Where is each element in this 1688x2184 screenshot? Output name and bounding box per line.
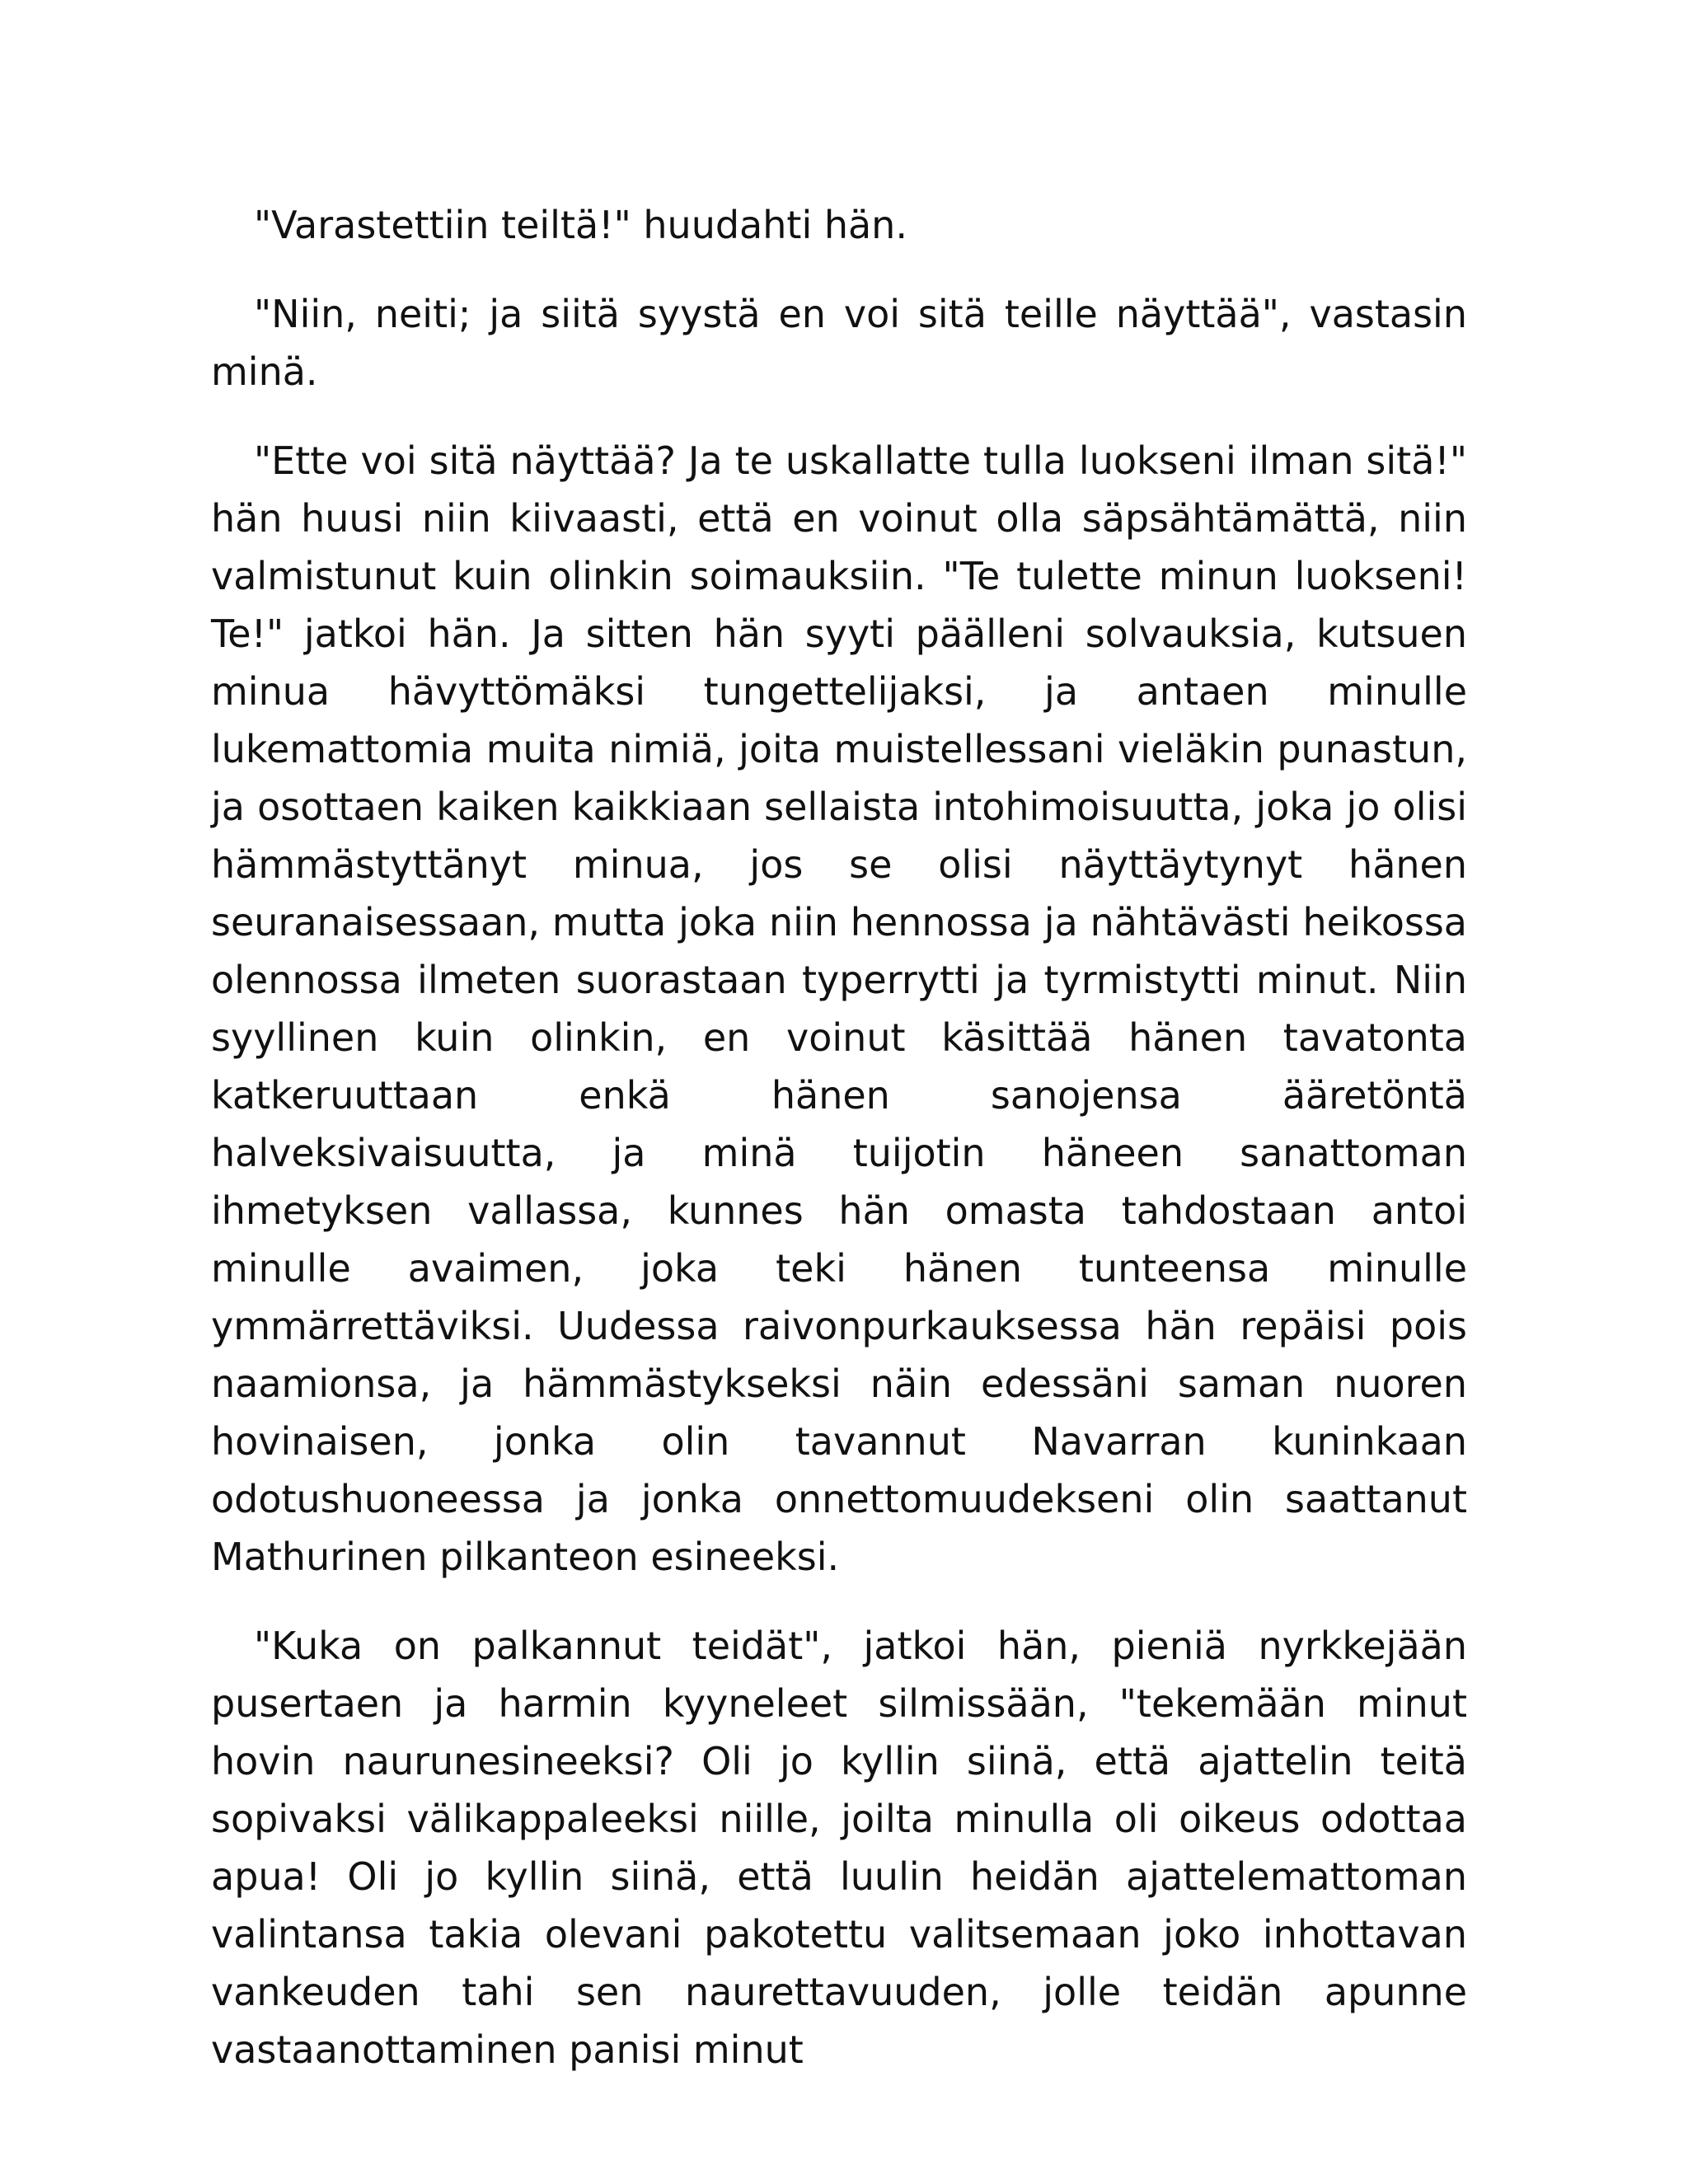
paragraph-4: "Kuka on palkannut teidät", jatkoi hän, pieniä nyrkkejään pusertaen ja harmin kyyneleet silmissään, "tekemään minut hovin naurunesineeksi? Oli jo kyllin siinä, että ajattelin teitä sopivaksi välikappaleeksi niille, joilta minulla oli oikeus odottaa apua! Oli jo kyllin siinä, että luulin heidän ajattelemattoman valintansa takia olevani pakotettu valitsemaan joko inhottavan vankeuden tahi sen naurettavuuden, jolle teidän apunne vastaanottaminen panisi minut — [211, 1624, 1467, 2072]
paragraph-3: "Ette voi sitä näyttää? Ja te uskallatte tulla luokseni ilman sitä!" hän huusi niin kiivaasti, että en voinut olla säpsähtämättä, niin valmistunut kuin olinkin soimauksiin. "Te tulette minun luokseni! Te!" jatkoi hän. Ja sitten hän syyti päälleni solvauksia, kutsuen minua hävyttömäksi tungettelijaksi, ja antaen minulle lukemattomia muita nimiä, joita muistellessani vieläkin punastun, ja osottaen kaiken kaikkiaan sellaista intohimoisuutta, joka jo olisi hämmästyttänyt minua, jos se olisi näyttäytynyt hänen seuranaisessaan, mutta joka niin hennossa ja nähtävästi heikossa olennossa ilmeten suorastaan typerrytti ja tyrmistytti minut. Niin syyllinen kuin olinkin, en voinut käsittää hänen tavatonta katkeruuttaan enkä hänen sanojensa ääretöntä halveksivaisuutta, ja minä tuijotin häneen sanattoman ihmetyksen vallassa, kunnes hän omasta tahdostaan antoi minulle avaimen, joka teki hänen tunteensa minulle ymmärrettäviksi. Uudessa raivonpurkauksessa hän repäisi pois naamionsa, ja hämmästykseksi näin edessäni saman nuoren hovinaisen, jonka olin tavannut Navarran kuninkaan odotushuoneessa ja jonka onnettomuudekseni olin saattanut Mathurinen pilkanteon esineeksi. — [211, 438, 1467, 1579]
paragraph-2: "Niin, neiti; ja siitä syystä en voi sitä teille näyttää", vastasin minä. — [211, 292, 1467, 394]
document-page — [211, 196, 1467, 2079]
paragraph-1: "Varastettiin teiltä!" huudahti hän. — [254, 203, 907, 247]
